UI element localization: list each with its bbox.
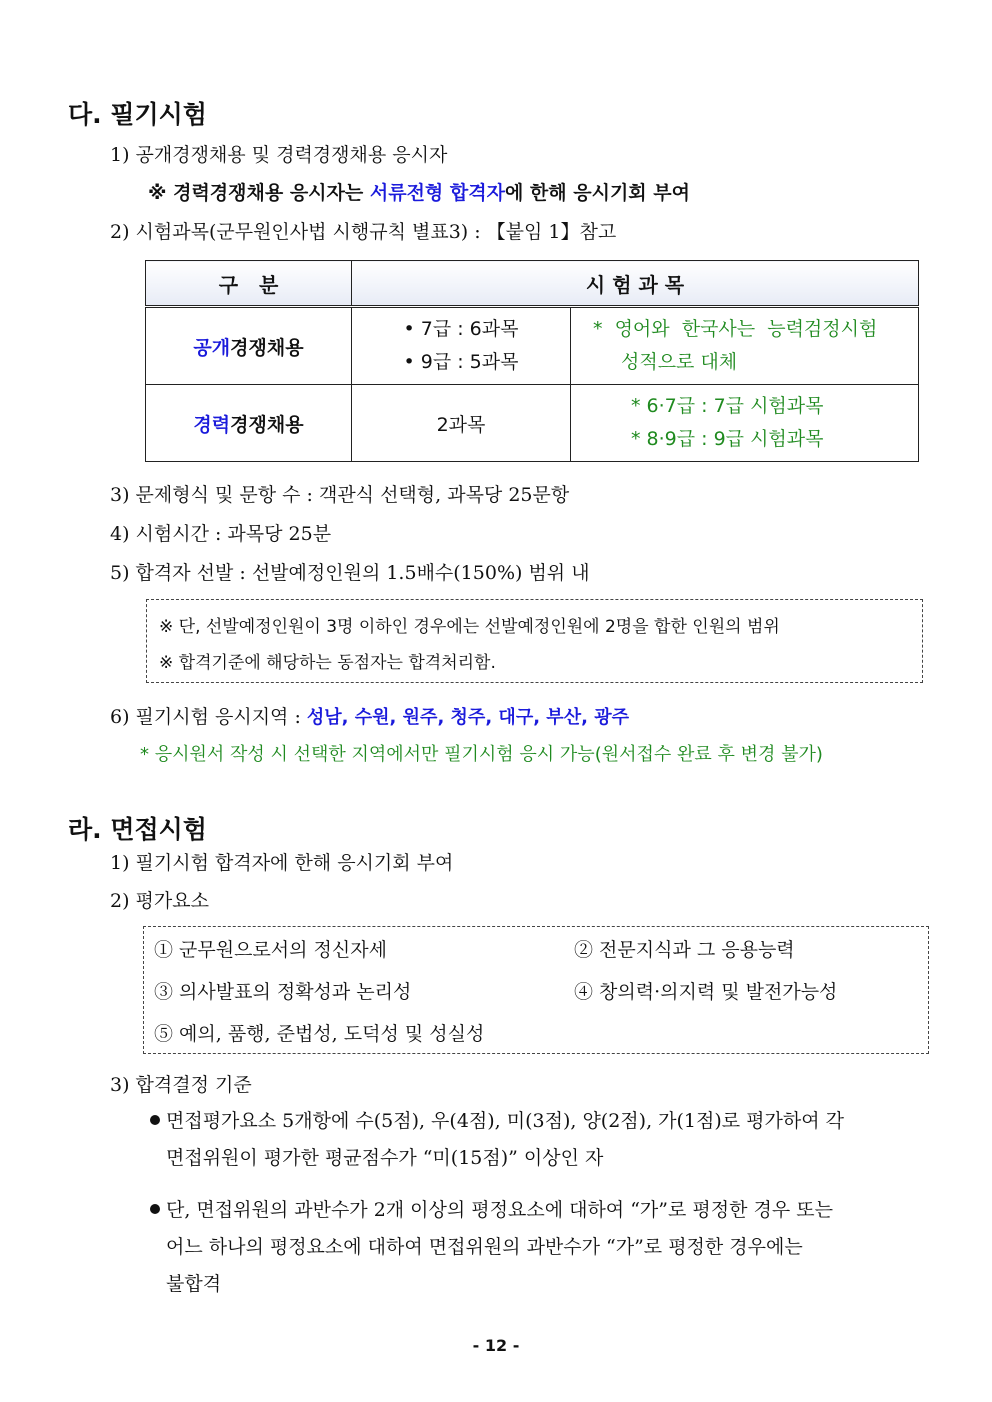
- written-note-prefix: ※ 경력경쟁채용 응시자는: [148, 182, 370, 204]
- written-note: [148, 178, 690, 205]
- evaluation-element: ① 군무원으로서의 정신자세: [154, 939, 387, 961]
- written-item-6: [110, 702, 629, 729]
- evaluation-element: ⑤ 예의, 품행, 준법성, 도덕성 및 성실성: [154, 1023, 485, 1045]
- interview-item-3: 3) 합격결정 기준: [110, 1074, 252, 1096]
- exam-subject-table: [145, 260, 919, 462]
- table-header-category: 구 분: [146, 261, 352, 307]
- table-cell-subjects: 2과목: [352, 385, 571, 462]
- criteria-line: 불합격: [166, 1273, 222, 1295]
- criteria-line: 면접평가요소 5개항에 수(5점), 우(4점), 미(3점), 양(2점), 가(1점)로 평가하여 각: [166, 1110, 844, 1132]
- written-item-2: 2) 시험과목(군무원인사법 시행규칙 별표3) : 【붙임 1】참고: [110, 221, 617, 243]
- table-cell-category: [146, 385, 352, 462]
- region-note: * 응시원서 작성 시 선택한 지역에서만 필기시험 응시 가능(원서접수 완료 후 변경 불가): [140, 744, 823, 765]
- table-row: [146, 307, 919, 385]
- written-note-suffix: 에 한해 응시기회 부여: [504, 182, 690, 204]
- category-highlight: 경력: [193, 413, 231, 436]
- box-note-line: ※ 단, 선발예정인원이 3명 이하인 경우에는 선발예정인원에 2명을 합한 인원의 범위: [159, 617, 780, 637]
- category-rest: 경쟁채용: [230, 336, 304, 359]
- evaluation-elements-box: [143, 926, 929, 1054]
- selection-note-box: [146, 599, 923, 683]
- box-note-line: ※ 합격기준에 해당하는 동점자는 합격처리함.: [159, 653, 496, 673]
- table-cell-subjects: [352, 307, 571, 385]
- criteria-line: 면접위원이 평가한 평균점수가 “미(15점)” 이상인 자: [166, 1147, 604, 1169]
- evaluation-element: ② 전문지식과 그 응용능력: [574, 939, 795, 961]
- section-heading-written-exam: 다. 필기시험: [68, 100, 207, 129]
- table-cell-category: [146, 307, 352, 385]
- written-note-highlight: 서류전형 합격자: [369, 182, 505, 204]
- region-list: 성남, 수원, 원주, 청주, 대구, 부산, 광주: [306, 707, 629, 728]
- section-heading-interview: 라. 면접시험: [68, 815, 207, 844]
- region-label: 6) 필기시험 응시지역 :: [110, 706, 307, 728]
- bullet-dot: [150, 1204, 160, 1214]
- note-line: * 8·9급 : 9급 시험과목: [631, 428, 824, 450]
- note-line: * 영어와 한국사는 능력검정시험: [593, 318, 878, 340]
- bullet-dot: [150, 1115, 160, 1125]
- category-rest: 경쟁채용: [230, 413, 304, 436]
- table-header-row: [146, 261, 919, 307]
- evaluation-element: ④ 창의력·의지력 및 발전가능성: [574, 981, 838, 1003]
- criteria-line: 단, 면접위원의 과반수가 2개 이상의 평정요소에 대하여 “가”로 평정한 경우 또는: [166, 1199, 833, 1221]
- interview-item-1: 1) 필기시험 합격자에 한해 응시기회 부여: [110, 852, 454, 874]
- page-number: - 12 -: [472, 1336, 520, 1355]
- table-row: [146, 385, 919, 462]
- written-item-5: 5) 합격자 선발 : 선발예정인원의 1.5배수(150%) 범위 내: [110, 562, 590, 584]
- written-item-3: 3) 문제형식 및 문항 수 : 객관식 선택형, 과목당 25문항: [110, 484, 570, 506]
- interview-item-2: 2) 평가요소: [110, 890, 209, 912]
- criteria-line: 어느 하나의 평정요소에 대하여 면접위원의 과반수가 “가”로 평정한 경우에는: [166, 1236, 803, 1258]
- category-highlight: 공개: [193, 336, 231, 359]
- subject-line: • 9급 : 5과목: [403, 351, 519, 373]
- written-item-4: 4) 시험시간 : 과목당 25분: [110, 523, 332, 545]
- note-line: * 6·7급 : 7급 시험과목: [631, 395, 824, 417]
- note-line: 성적으로 대체: [621, 351, 738, 373]
- written-item-1: 1) 공개경쟁채용 및 경력경쟁채용 응시자: [110, 144, 448, 166]
- subject-line: • 7급 : 6과목: [403, 318, 519, 340]
- evaluation-element: ③ 의사발표의 정확성과 논리성: [154, 981, 412, 1003]
- table-cell-notes: [571, 385, 919, 462]
- table-cell-notes: [571, 307, 919, 385]
- table-header-subjects: 시 험 과 목: [352, 261, 919, 307]
